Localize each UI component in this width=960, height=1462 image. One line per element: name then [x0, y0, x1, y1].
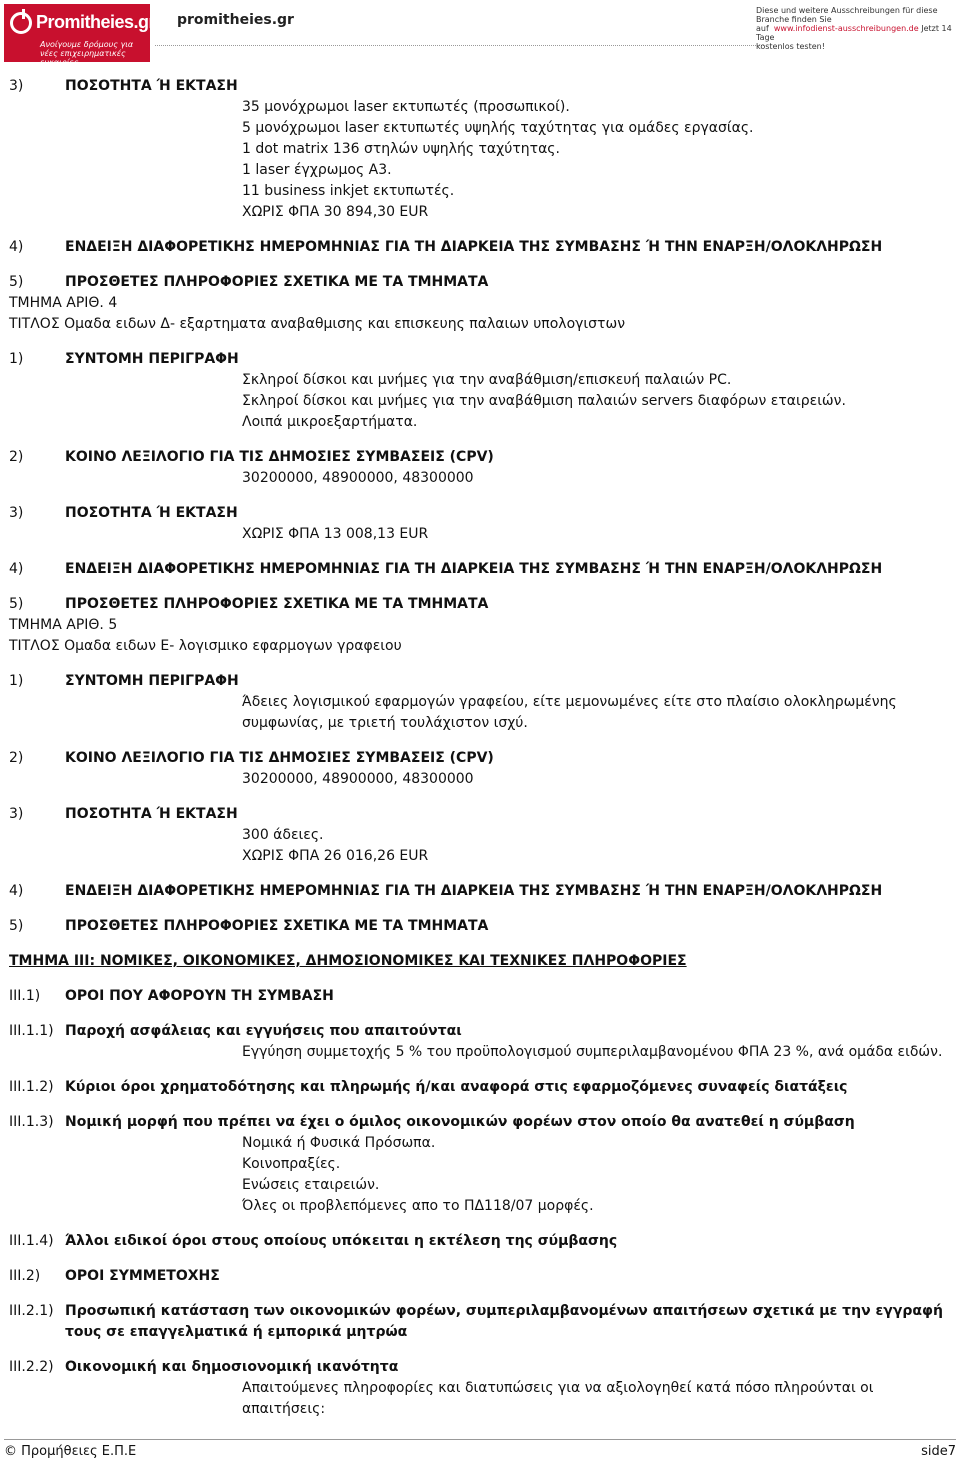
- section-heading: [9, 881, 954, 902]
- indented-text: 30200000, 48900000, 48300000: [242, 470, 474, 486]
- section-number: 5): [9, 274, 24, 290]
- page-header: [0, 0, 960, 67]
- indented-text: 300 άδειες.: [242, 827, 324, 843]
- site-name: promitheies.gr: [177, 12, 294, 28]
- section-heading: [9, 1077, 954, 1098]
- section-title: ΕΝΔΕΙΞΗ ΔΙΑΦΟΡΕΤΙΚΗΣ ΗΜΕΡΟΜΗΝΙΑΣ ΓΙΑ ΤΗ ΔΙΑΡΚΕΙΑ ΤΗΣ ΣΥΜΒΑΣΗΣ Ή ΤΗΝ ΕΝΑΡΞΗ/ΟΛΟΚΛΗΡΩΣΗ: [65, 561, 883, 577]
- section-heading: [9, 447, 954, 468]
- section-number: 4): [9, 883, 24, 899]
- indented-text: ΧΩΡΙΣ ΦΠΑ 26 016,26 EUR: [242, 848, 429, 864]
- section-number: III.1.2): [9, 1079, 54, 1095]
- ad-banner: [756, 6, 960, 51]
- section-heading: [9, 1231, 954, 1252]
- section-heading: [9, 804, 954, 825]
- section-title: ΠΟΣΟΤΗΤΑ Ή ΕΚΤΑΣΗ: [65, 78, 238, 94]
- section-title: ΚΟΙΝΟ ΛΕΞΙΛΟΓΙΟ ΓΙΑ ΤΙΣ ΔΗΜΟΣΙΕΣ ΣΥΜΒΑΣΕΙΣ (CPV): [65, 750, 494, 766]
- section-number: 4): [9, 239, 24, 255]
- section-heading: [9, 748, 954, 769]
- ad-line-2: [756, 24, 960, 42]
- section-title: Κύριοι όροι χρηματοδότησης και πληρωμής ή/και αναφορά στις εφαρμοζόμενες συναφείς διατάξεις: [65, 1079, 848, 1095]
- indented-text: ΧΩΡΙΣ ΦΠΑ 13 008,13 EUR: [242, 526, 429, 542]
- ad-line-1: Diese und weitere Ausschreibungen für diese Branche finden Sie: [756, 6, 938, 24]
- section-title: ΠΡΟΣΘΕΤΕΣ ΠΛΗΡΟΦΟΡΙΕΣ ΣΧΕΤΙΚΑ ΜΕ ΤΑ ΤΜΗΜΑΤΑ: [65, 596, 489, 612]
- section-heading: [9, 272, 954, 293]
- indented-text: 11 business inkjet εκτυπωτές.: [242, 183, 455, 199]
- indented-text: Απαιτούμενες πληροφορίες και διατυπώσεις για να αξιολογηθεί κατά πόσο πληρούνται οι απαιτήσεις:: [242, 1380, 874, 1417]
- section-title: ΟΡΟΙ ΣΥΜΜΕΤΟΧΗΣ: [65, 1268, 220, 1284]
- section-heading: [9, 1112, 954, 1133]
- section-heading: [9, 1357, 954, 1378]
- section-heading: [9, 503, 954, 524]
- indented-text: 1 laser έγχρωμος A3.: [242, 162, 392, 178]
- indented-text: 30200000, 48900000, 48300000: [242, 771, 474, 787]
- section-number: 2): [9, 449, 24, 465]
- section-heading: [9, 916, 954, 937]
- logo-name: Promitheies.gr: [36, 12, 156, 32]
- section-title: ΟΡΟΙ ΠΟΥ ΑΦΟΡΟΥΝ ΤΗ ΣΥΜΒΑΣΗ: [65, 988, 334, 1004]
- text-line: ΤΜΗΜΑ ΑΡΙΘ. 5: [9, 617, 118, 633]
- section-number: III.2.1): [9, 1303, 54, 1319]
- indented-text: 1 dot matrix 136 στηλών υψηλής ταχύτητας.: [242, 141, 560, 157]
- section-heading: [9, 349, 954, 370]
- section-heading: [9, 986, 954, 1007]
- section-number: 5): [9, 918, 24, 934]
- section-heading: [9, 559, 954, 580]
- indented-text: Νομικά ή Φυσικά Πρόσωπα.: [242, 1135, 436, 1151]
- section-title: ΠΟΣΟΤΗΤΑ Ή ΕΚΤΑΣΗ: [65, 806, 238, 822]
- part-heading: ΤΜΗΜΑ III: ΝΟΜΙΚΕΣ, ΟΙΚΟΝΟΜΙΚΕΣ, ΔΗΜΟΣΙΟΝΟΜΙΚΕΣ ΚΑΙ ΤΕΧΝΙΚΕΣ ΠΛΗΡΟΦΟΡΙΕΣ: [9, 953, 687, 969]
- indented-text: ΧΩΡΙΣ ΦΠΑ 30 894,30 EUR: [242, 204, 429, 220]
- page-footer: [4, 1439, 956, 1459]
- section-number: 3): [9, 806, 24, 822]
- document-body: [9, 76, 954, 1420]
- section-title: ΕΝΔΕΙΞΗ ΔΙΑΦΟΡΕΤΙΚΗΣ ΗΜΕΡΟΜΗΝΙΑΣ ΓΙΑ ΤΗ ΔΙΑΡΚΕΙΑ ΤΗΣ ΣΥΜΒΑΣΗΣ Ή ΤΗΝ ΕΝΑΡΞΗ/ΟΛΟΚΛΗΡΩΣΗ: [65, 883, 883, 899]
- section-heading: [9, 1301, 954, 1343]
- footer-page-number: side7: [921, 1444, 956, 1459]
- section-title: ΠΡΟΣΘΕΤΕΣ ΠΛΗΡΟΦΟΡΙΕΣ ΣΧΕΤΙΚΑ ΜΕ ΤΑ ΤΜΗΜΑΤΑ: [65, 274, 489, 290]
- indented-text: 35 μονόχρωμοι laser εκτυπωτές (προσωπικοί).: [242, 99, 570, 115]
- logo-mark-icon: [10, 12, 32, 34]
- indented-text: Ενώσεις εταιρειών.: [242, 1177, 380, 1193]
- section-title: ΕΝΔΕΙΞΗ ΔΙΑΦΟΡΕΤΙΚΗΣ ΗΜΕΡΟΜΗΝΙΑΣ ΓΙΑ ΤΗ ΔΙΑΡΚΕΙΑ ΤΗΣ ΣΥΜΒΑΣΗΣ Ή ΤΗΝ ΕΝΑΡΞΗ/ΟΛΟΚΛΗΡΩΣΗ: [65, 239, 883, 255]
- section-number: III.1.3): [9, 1114, 54, 1130]
- section-number: III.1): [9, 988, 41, 1004]
- section-heading: [9, 671, 954, 692]
- indented-text: Λοιπά μικροεξαρτήματα.: [242, 414, 418, 430]
- section-number: 4): [9, 561, 24, 577]
- header-divider: [155, 45, 764, 46]
- section-heading: [9, 1021, 954, 1042]
- indented-text: Σκληροί δίσκοι και μνήμες για την αναβάθμιση/επισκευή παλαιών PC.: [242, 372, 732, 388]
- section-title: Οικονομική και δημοσιονομική ικανότητα: [65, 1359, 399, 1375]
- text-line: ΤΙΤΛΟΣ Ομαδα ειδων Ε- λογισμικο εφαρμογων γραφειου: [9, 638, 402, 654]
- section-heading: [9, 594, 954, 615]
- logo-tagline: Ανοίγουμε δρόμους για νέες επιχειρηματικές ευκαιρίες: [40, 40, 134, 67]
- section-number: 2): [9, 750, 24, 766]
- section-title: Άλλοι ειδικοί όροι στους οποίους υπόκειται η εκτέλεση της σύμβασης: [65, 1233, 618, 1249]
- section-number: 1): [9, 351, 24, 367]
- section-title: Νομική μορφή που πρέπει να έχει ο όμιλος οικονομικών φορέων στον οποίο θα ανατεθεί η σύμβαση: [65, 1114, 855, 1130]
- ad-auf: auf: [756, 24, 769, 33]
- indented-text: Άδειες λογισμικού εφαρμογών γραφείου, είτε μεμονωμένες είτε στο πλαίσιο ολοκληρωμένης συμφωνίας, με τριετή τουλάχιστον ισχύ.: [242, 694, 897, 731]
- text-line: ΤΜΗΜΑ ΑΡΙΘ. 4: [9, 295, 118, 311]
- promitheies-logo[interactable]: [4, 4, 156, 67]
- section-title: Παροχή ασφάλειας και εγγυήσεις που απαιτούνται: [65, 1023, 462, 1039]
- ad-link[interactable]: www.infodienst-ausschreibungen.de: [773, 24, 919, 33]
- section-number: III.1.1): [9, 1023, 54, 1039]
- section-title: ΠΟΣΟΤΗΤΑ Ή ΕΚΤΑΣΗ: [65, 505, 238, 521]
- text-line: ΤΙΤΛΟΣ Ομαδα ειδων Δ- εξαρτηματα αναβαθμισης και επισκευης παλαιων υπολογιστων: [9, 316, 626, 332]
- section-title: ΠΡΟΣΘΕΤΕΣ ΠΛΗΡΟΦΟΡΙΕΣ ΣΧΕΤΙΚΑ ΜΕ ΤΑ ΤΜΗΜΑΤΑ: [65, 918, 489, 934]
- indented-text: Σκληροί δίσκοι και μνήμες για την αναβάθμιση παλαιών servers διαφόρων εταιρειών.: [242, 393, 846, 409]
- ad-line-3: kostenlos testen!: [756, 42, 825, 51]
- section-number: III.1.4): [9, 1233, 54, 1249]
- section-number: 3): [9, 78, 24, 94]
- section-number: III.2): [9, 1268, 41, 1284]
- indented-text: 5 μονόχρωμοι laser εκτυπωτές υψηλής ταχύτητας για ομάδες εργασίας.: [242, 120, 754, 136]
- ad-rest: Jetzt 14 Tage: [756, 24, 952, 42]
- section-number: 5): [9, 596, 24, 612]
- indented-text: Εγγύηση συμμετοχής 5 % του προϋπολογισμού συμπεριλαμβανομένου ΦΠΑ 23 %, ανά ομάδα ειδών.: [242, 1044, 943, 1060]
- section-title: Προσωπική κατάσταση των οικονομικών φορέων, συμπεριλαμβανομένων απαιτήσεων σχετικά με την εγγραφή τους σε επαγγελματικά ή εμπορικά μητρώα: [65, 1303, 943, 1340]
- section-title: ΣΥΝΤΟΜΗ ΠΕΡΙΓΡΑΦΗ: [65, 351, 239, 367]
- section-title: ΣΥΝΤΟΜΗ ΠΕΡΙΓΡΑΦΗ: [65, 673, 239, 689]
- indented-text: Όλες οι προβλεπόμενες απο το ΠΔ118/07 μορφές.: [242, 1198, 594, 1214]
- footer-copyright: © Προμήθειες Ε.Π.Ε: [4, 1444, 137, 1459]
- section-number: 1): [9, 673, 24, 689]
- section-heading: [9, 1266, 954, 1287]
- section-title: ΚΟΙΝΟ ΛΕΞΙΛΟΓΙΟ ΓΙΑ ΤΙΣ ΔΗΜΟΣΙΕΣ ΣΥΜΒΑΣΕΙΣ (CPV): [65, 449, 494, 465]
- section-number: 3): [9, 505, 24, 521]
- section-heading: [9, 76, 954, 97]
- indented-text: Κοινοπραξίες.: [242, 1156, 341, 1172]
- section-heading: [9, 237, 954, 258]
- section-number: III.2.2): [9, 1359, 54, 1375]
